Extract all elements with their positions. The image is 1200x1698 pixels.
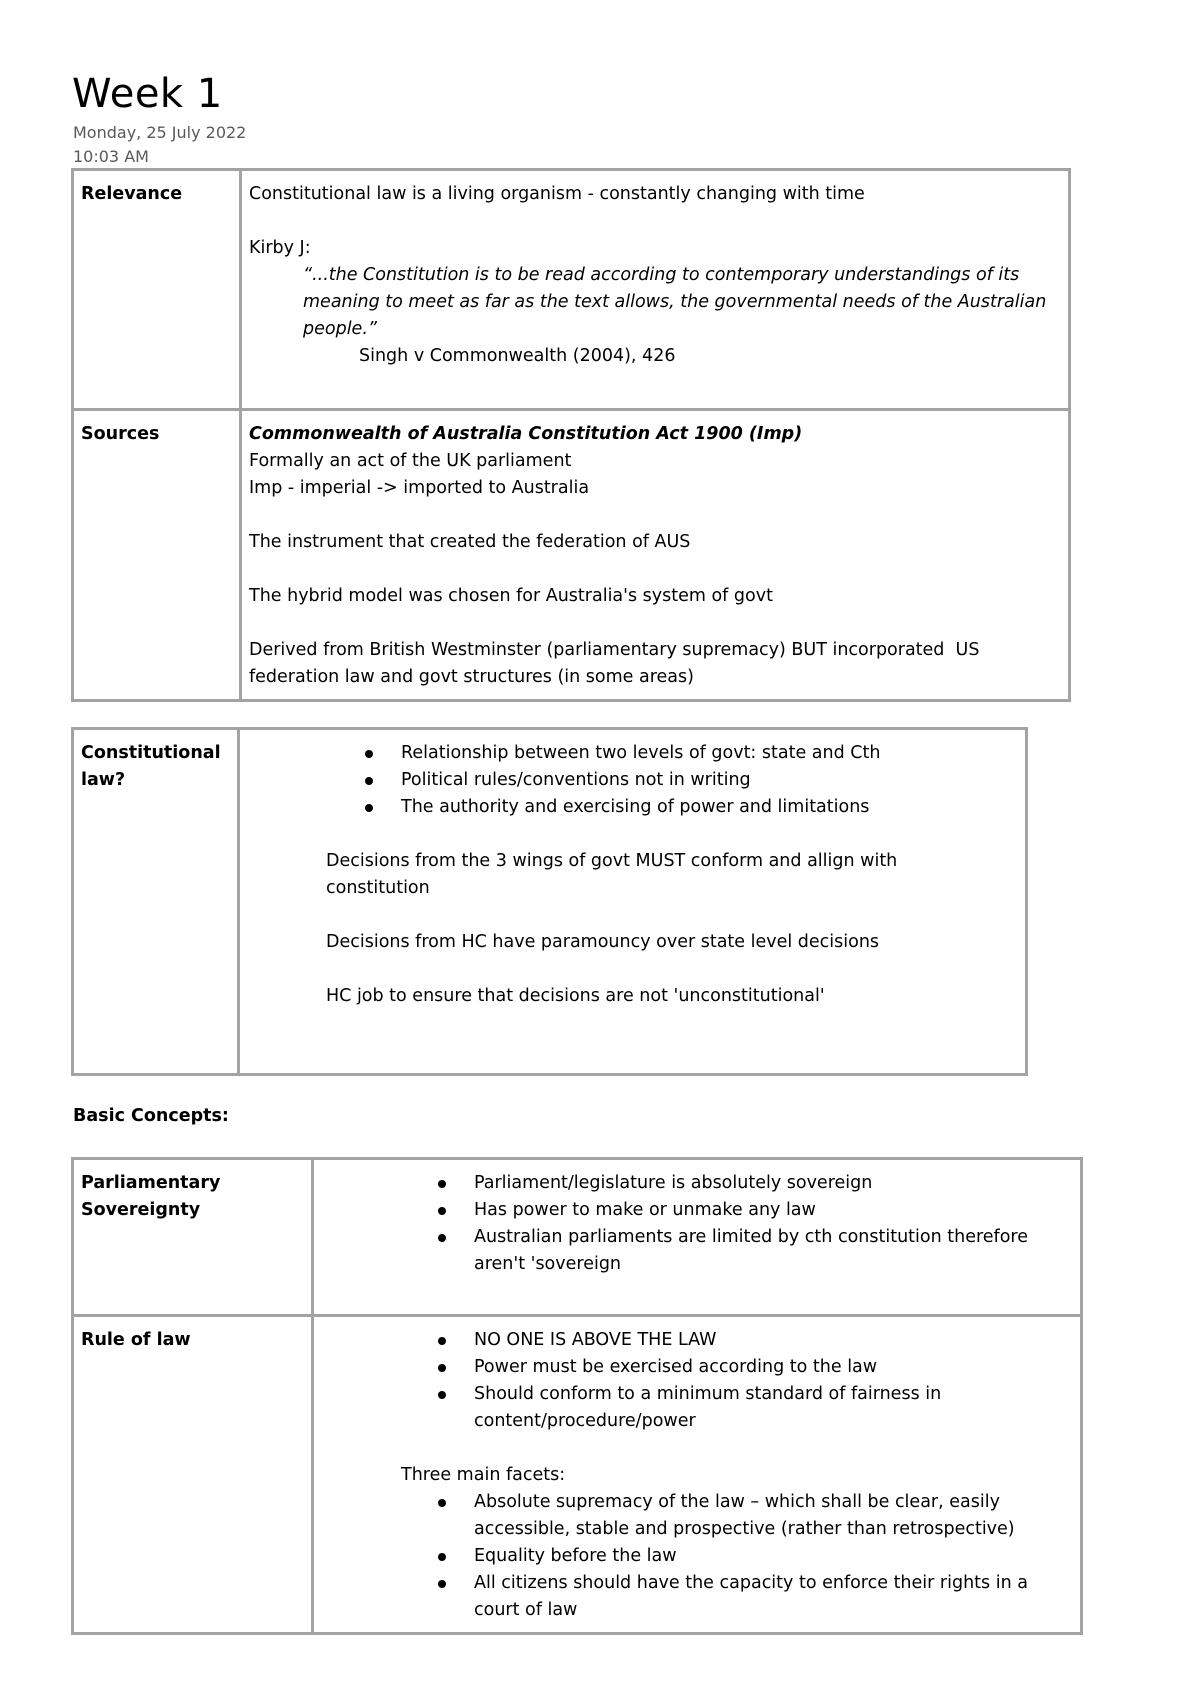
- sources-label: Sources: [73, 410, 241, 701]
- sources-act: Commonwealth of Australia Constitution Act 1900 (Imp): [249, 424, 803, 444]
- basic-concepts-table: [71, 1157, 1083, 1635]
- quote-line: “...the Constitution is to be read according to contemporary understandings of its: [303, 265, 1020, 285]
- bullet-icon: [365, 804, 373, 812]
- note-line: constitution: [326, 878, 430, 898]
- table-row: [73, 170, 1070, 410]
- quote-line: people.”: [303, 319, 377, 339]
- note-line: Decisions from the 3 wings of govt MUST conform and allign with: [326, 851, 898, 871]
- note-line: Decisions from HC have paramouncy over state level decisions: [326, 932, 880, 952]
- list-item: Power must be exercised according to the law: [474, 1354, 1072, 1381]
- label-line: law?: [81, 770, 126, 790]
- relevance-speaker: Kirby J:: [249, 238, 311, 258]
- bullet-icon: [438, 1180, 446, 1188]
- relevance-content: [241, 170, 1070, 410]
- table-row: [73, 729, 1027, 1075]
- constitutional-law-notes: [326, 848, 1017, 1010]
- relevance-quote: [249, 262, 1060, 343]
- bullet-icon: [438, 1234, 446, 1242]
- list-item: Absolute supremacy of the law – which shall be clear, easily accessible, stable and prospective (rather than retrospective): [474, 1489, 1072, 1543]
- page-title: Week 1: [72, 71, 223, 117]
- list-item: Parliament/legislature is absolutely sovereign: [474, 1170, 1072, 1197]
- bullet-icon: [438, 1364, 446, 1372]
- bullet-icon: [438, 1391, 446, 1399]
- list-item: Equality before the law: [474, 1543, 1072, 1570]
- bullet-icon: [438, 1337, 446, 1345]
- list-item: NO ONE IS ABOVE THE LAW: [474, 1327, 1072, 1354]
- relevance-label: Relevance: [73, 170, 241, 410]
- table-row: [73, 1316, 1082, 1634]
- rule-of-law-bullets: [474, 1327, 1072, 1435]
- table-row: [73, 410, 1070, 701]
- note-line: HC job to ensure that decisions are not 'unconstitutional': [326, 986, 825, 1006]
- sources-line: Formally an act of the UK parliament: [249, 451, 572, 471]
- bullet-icon: [438, 1207, 446, 1215]
- sources-line: Derived from British Westminster (parliamentary supremacy) BUT incorporated US: [249, 640, 980, 660]
- relevance-citation: Singh v Commonwealth (2004), 426: [359, 346, 676, 366]
- list-item: Has power to make or unmake any law: [474, 1197, 1072, 1224]
- page-meta: [73, 121, 246, 169]
- list-item: Should conform to a minimum standard of fairness in content/procedure/power: [474, 1381, 1072, 1435]
- rule-of-law-content: [313, 1316, 1082, 1634]
- quote-line: meaning to meet as far as the text allows, the governmental needs of the Australian: [303, 292, 1047, 312]
- parliamentary-sovereignty-label: [73, 1159, 313, 1316]
- list-item: Political rules/conventions not in writing: [401, 767, 1017, 794]
- facets-heading: Three main facets:: [401, 1465, 566, 1485]
- relevance-intro: Constitutional law is a living organism - constantly changing with time: [249, 184, 865, 204]
- bullet-icon: [438, 1553, 446, 1561]
- sources-content: [241, 410, 1070, 701]
- list-item: Australian parliaments are limited by cth constitution therefore aren't 'sovereign: [474, 1224, 1072, 1278]
- label-line: Sovereignty: [81, 1200, 201, 1220]
- constitutional-law-table: [71, 727, 1028, 1076]
- parliamentary-sovereignty-content: [313, 1159, 1082, 1316]
- page-time: 10:03 AM: [73, 147, 149, 166]
- label-line: Parliamentary: [81, 1173, 221, 1193]
- sources-line: federation law and govt structures (in some areas): [249, 667, 694, 687]
- bullet-icon: [365, 777, 373, 785]
- bullet-icon: [438, 1499, 446, 1507]
- list-item: All citizens should have the capacity to enforce their rights in a court of law: [474, 1570, 1072, 1624]
- bullet-icon: [438, 1580, 446, 1588]
- rule-of-law-label: Rule of law: [73, 1316, 313, 1634]
- basic-concepts-heading: Basic Concepts:: [73, 1106, 229, 1126]
- table-row: [73, 1159, 1082, 1316]
- facets-bullets: [474, 1489, 1072, 1624]
- constitutional-law-bullets: [401, 740, 1017, 821]
- constitutional-law-content: [239, 729, 1027, 1075]
- relevance-sources-table: [71, 168, 1071, 702]
- sources-line: The hybrid model was chosen for Australia's system of govt: [249, 586, 773, 606]
- list-item: Relationship between two levels of govt: state and Cth: [401, 740, 1017, 767]
- constitutional-law-label: [73, 729, 239, 1075]
- page-date: Monday, 25 July 2022: [73, 123, 247, 142]
- sources-line: Imp - imperial -> imported to Australia: [249, 478, 590, 498]
- sources-line: The instrument that created the federation of AUS: [249, 532, 691, 552]
- parliamentary-bullets: [474, 1170, 1072, 1278]
- label-line: Constitutional: [81, 743, 221, 763]
- list-item: The authority and exercising of power and limitations: [401, 794, 1017, 821]
- bullet-icon: [365, 750, 373, 758]
